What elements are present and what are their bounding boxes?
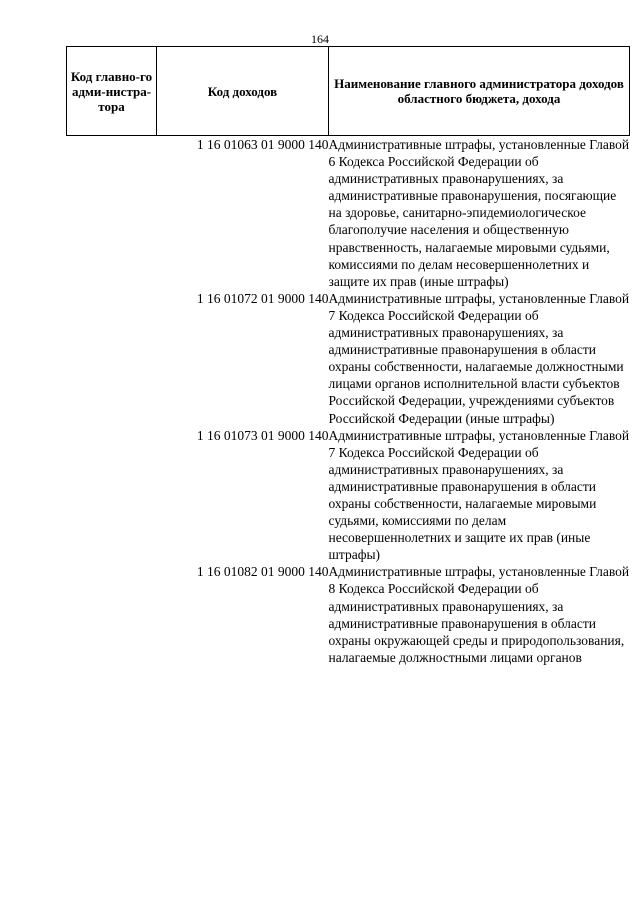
- row-income-code: 1 16 01072 01 9000 140: [196, 290, 329, 306]
- header-name: Наименование главного администратора доходов областного бюджета, дохода: [329, 47, 630, 136]
- table-row: [67, 427, 630, 564]
- row-description: Административные штрафы, установленные Главой 8 Кодекса Российской Федерации об административных правонарушениях, за административные правонарушения в области охраны окружающей среды и природопользования, налагаемые должностными лицами органов: [328, 564, 630, 665]
- revenue-codes-table: [66, 46, 630, 666]
- row-description: Административные штрафы, установленные Главой 7 Кодекса Российской Федерации об административных правонарушениях, за административные правонарушения в области охраны собственности, налагаемые мировыми судьями, комиссиями по делам несовершеннолетних и защите их прав (иные штрафы): [328, 427, 630, 563]
- table-row: [67, 290, 630, 427]
- table-header-row: [67, 47, 630, 136]
- row-income-code: 1 16 01082 01 9000 140: [196, 564, 329, 580]
- row-income-code: 1 16 01073 01 9000 140: [196, 427, 329, 443]
- row-admin-code: [67, 290, 157, 427]
- row-description: Административные штрафы, установленные Главой 7 Кодекса Российской Федерации об административных правонарушениях, за административные правонарушения в области охраны собственности, налагаемые должностными лицами органов исполнительной власти субъектов Российской Федерации, учреждениями субъектов Российской Федерации (иные штрафы): [328, 290, 630, 426]
- row-admin-code: [67, 427, 157, 564]
- header-income-code: Код доходов: [157, 47, 329, 136]
- row-admin-code: [67, 563, 157, 666]
- header-admin-code: Код главно-го адми-нистра-тора: [67, 47, 157, 136]
- table-row: [67, 136, 630, 290]
- table-row: [67, 563, 630, 666]
- row-admin-code: [67, 136, 157, 290]
- page-number: 164: [311, 32, 329, 46]
- row-income-code: 1 16 01063 01 9000 140: [196, 137, 329, 152]
- row-description: Административные штрафы, установленные Главой 6 Кодекса Российской Федерации об административных правонарушениях, за административные правонарушения, посягающие на здоровье, санитарно-эпидемиологическое благополучие населения и общественную нравственность, налагаемые мировыми судьями, комиссиями по делам несовершеннолетних и защите их прав (иные штрафы): [328, 137, 630, 289]
